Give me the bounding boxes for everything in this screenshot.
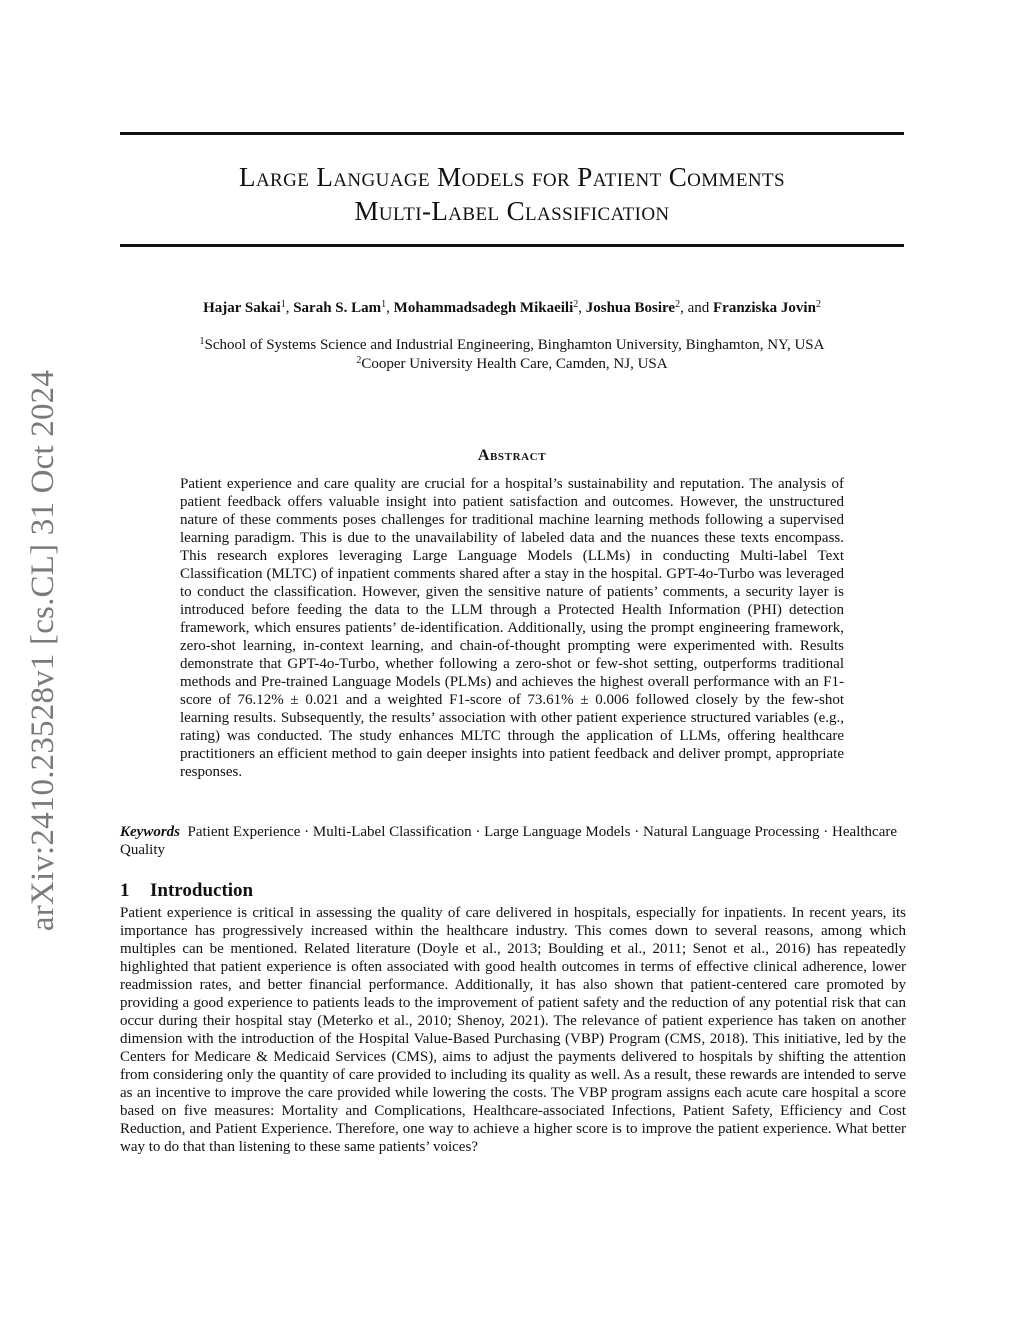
author-affiliation-mark: 2 xyxy=(815,299,821,310)
keyword-separator: · xyxy=(471,824,485,840)
section-title: Introduction xyxy=(150,880,254,901)
section-heading xyxy=(120,880,253,902)
author-name: Joshua Bosire xyxy=(585,300,676,316)
title-line-2: Multi-Label Classification xyxy=(354,196,670,226)
author-separator: , xyxy=(578,300,586,316)
author-separator: , xyxy=(285,300,294,316)
affiliation-text: School of Systems Science and Industrial Engineering, Binghamton University, Binghamton, NY, USA xyxy=(204,337,825,353)
affiliation xyxy=(120,355,904,374)
section-number: 1 xyxy=(120,880,130,901)
author-affiliation-mark: 1 xyxy=(381,299,387,310)
author-affiliation-mark: 2 xyxy=(573,299,579,310)
affiliation xyxy=(120,336,904,355)
keyword-item: Large Language Models xyxy=(484,824,631,840)
keywords-block xyxy=(120,823,904,859)
affiliation-mark: 2 xyxy=(356,355,362,366)
author-name: Franziska Jovin xyxy=(713,300,816,316)
keyword-item: Multi-Label Classification xyxy=(312,824,472,840)
affiliation-mark: 1 xyxy=(199,336,205,347)
title-line-1: Large Language Models for Patient Comments xyxy=(239,162,785,192)
author-separator: , and xyxy=(680,300,713,316)
author-name: Hajar Sakai xyxy=(203,300,281,316)
keywords-label: Keywords xyxy=(120,824,180,840)
introduction-body: Patient experience is critical in assessing the quality of care delivered in hospitals, especially for inpatients. In recent years, its importance has progressively increased within the healthcare industry. This comes down to several reasons, among which multiples can be mentioned. Related literature (Doyle et al., 2013; Boulding et al., 2011; Senot et al., 2016) has repeatedly highlighted that patient experience is often associated with good health outcomes in terms of effective clinical adherence, lower readmission rates, and better financial performance. Additionally, it has also shown that patient-centered care promoted by providing a good experience to patients leads to the improvement of patient safety and the reduction of any potential risk that can occur during their hospital stay (Meterko et al., 2010; Shenoy, 2021). The relevance of patient experience has taken on another dimension with the introduction of the Hospital Value-Based Purchasing (VBP) Program (CMS, 2018). This initiative, led by the Centers for Medicare & Medicaid Services (CMS), aims to adjust the payments delivered to hospitals by shifting the attention from considering only the quantity of care provided to including its quality as well. As a result, these rewards are intended to serve as an incentive to improve the care provided while lowering the costs. The VBP program assigns each acute care hospital a score based on five measures: Mortality and Complications, Healthcare-associated Infections, Patient Safety, Efficiency and Cost Reduction, and Patient Experience. Therefore, one way to achieve a higher score is to improve the patient experience. What better way to do that than listening to these same patients’ voices? xyxy=(120,905,906,1155)
affiliation-list xyxy=(120,336,904,374)
keyword-item: Patient Experience xyxy=(187,824,301,840)
title-top-rule xyxy=(120,132,904,135)
keyword-item: Healthcare Quality xyxy=(120,824,897,858)
keyword-separator: · xyxy=(819,824,833,840)
abstract-body: Patient experience and care quality are crucial for a hospital’s sustainability and reputation. The analysis of patient feedback offers valuable insight into patient satisfaction and outcomes. However, the unstructured nature of these comments poses challenges for traditional machine learning methods following a supervised learning paradigm. This is due to the unavailability of labeled data and the nuances these texts encompass. This research explores leveraging Large Language Models (LLMs) in conducting Multi-label Text Classification (MLTC) of inpatient comments shared after a stay in the hospital. GPT-4o-Turbo was leveraged to conduct the classification. However, given the sensitive nature of patients’ comments, a security layer is introduced before feeding the data to the LLM through a Protected Health Information (PHI) detection framework, which ensures patients’ de-identification. Additionally, using the prompt engineering framework, zero-shot learning, in-context learning, and chain-of-thought prompting were experimented with. Results demonstrate that GPT-4o-Turbo, whether following a zero-shot or few-shot setting, outperforms traditional methods and Pre-trained Language Models (PLMs) and achieves the highest overall performance with an F1-score of 76.12% ± 0.021 and a weighted F1-score of 73.61% ± 0.006 followed closely by the few-shot learning results. Subsequently, the results’ association with other patient experience structured variables (e.g., rating) was conducted. The study enhances MLTC through the application of LLMs, offering healthcare practitioners an efficient method to gain deeper insights into patient feedback and deliver prompt, appropriate responses. xyxy=(180,476,844,780)
keyword-item: Natural Language Processing xyxy=(642,824,820,840)
keyword-separator: · xyxy=(300,824,313,840)
affiliation-text: Cooper University Health Care, Camden, NJ, USA xyxy=(361,356,668,372)
keyword-separator: · xyxy=(630,824,643,840)
arxiv-identifier: arXiv:2410.23528v1 [cs.CL] 31 Oct 2024 xyxy=(25,369,62,932)
author-name: Sarah S. Lam xyxy=(293,300,382,316)
abstract-heading: Abstract xyxy=(477,447,547,464)
author-separator: , xyxy=(386,300,394,316)
author-affiliation-mark: 1 xyxy=(280,299,286,310)
arxiv-watermark xyxy=(18,358,70,943)
title-bottom-rule xyxy=(120,244,904,247)
paper-title xyxy=(120,160,904,228)
author-list xyxy=(120,300,904,317)
author-name: Mohammadsadegh Mikaeili xyxy=(393,300,574,316)
author-affiliation-mark: 2 xyxy=(675,299,681,310)
